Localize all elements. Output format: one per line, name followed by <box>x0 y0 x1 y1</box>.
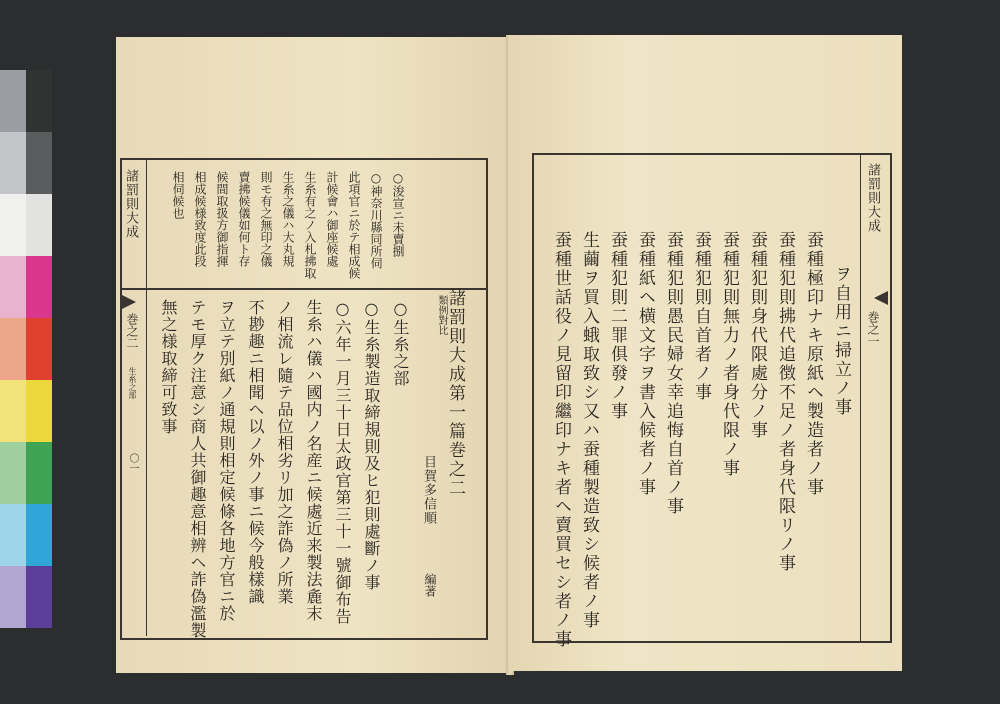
author-role: 編著 <box>423 573 437 597</box>
main-title: 諸罰則大成第一篇巻之二 <box>445 289 465 498</box>
fish-tail-mark <box>122 295 136 309</box>
section-heading: ○生糸之部 <box>391 299 410 387</box>
color-swatch <box>26 132 52 194</box>
right-page <box>510 35 902 671</box>
color-swatch <box>0 504 26 566</box>
header-note-line: 相伺候也 <box>171 171 185 219</box>
header-note-line: ○浚宣ニ未賣捌 <box>391 171 405 257</box>
right-margin-rule <box>860 153 861 641</box>
header-note-line: 生糸有之ノ入札拂取 <box>303 171 317 279</box>
color-swatch <box>0 442 26 504</box>
index-entry: 蚕種犯則身代限處分ノ事 <box>747 231 767 440</box>
body-line: ○生糸製造取締規則及ヒ犯則處斷ノ事 <box>362 299 381 591</box>
header-note-line: 計候會ハ御座候處 <box>325 171 339 267</box>
color-swatch <box>26 504 52 566</box>
left-margin-rule <box>146 158 147 636</box>
left-margin-section: 生糸之部 <box>128 367 137 399</box>
header-note-line: 賣拂候儀如何ト存 <box>237 171 251 267</box>
index-entry: 蚕種犯則自首者ノ事 <box>691 231 711 402</box>
body-line: ○六年一月三十日太政官第三十一號御布告 <box>333 299 352 625</box>
header-note-line: 生糸之儀ハ大丸規 <box>281 171 295 267</box>
color-swatch <box>26 256 52 318</box>
index-entry: 生繭ヲ買入蛾取致シ又ハ蚕種製造致シ候者ノ事 <box>579 231 599 630</box>
left-margin-volume: 巻之二 <box>125 313 139 349</box>
header-note-line: 候間取扱方御指揮 <box>215 171 229 267</box>
index-entry: 蚕種世話役ノ見留印繼印ナキ者ヘ賣買セシ者ノ事 <box>551 231 571 649</box>
body-line: 生糸ハ儀ハ國内ノ名産ニ候處近来製法麁末 <box>304 299 323 622</box>
author-name: 目賀多信順 <box>421 455 436 525</box>
fish-tail-mark <box>874 291 888 305</box>
color-swatch <box>0 256 26 318</box>
index-entry: 蚕種犯則無力ノ者身代限ノ事 <box>719 231 739 478</box>
color-swatch <box>0 380 26 442</box>
color-swatch <box>26 442 52 504</box>
header-note-line: 相成候様致度此段 <box>193 171 207 267</box>
left-margin-title: 諸罰則大成 <box>123 169 138 239</box>
header-note-line: 此項官ニ於テ相成候 <box>347 171 361 279</box>
color-swatch <box>26 318 52 380</box>
header-note-line: ○神奈川縣同所伺 <box>369 171 383 269</box>
index-entry: 蚕種紙ヘ横文字ヲ書入候者ノ事 <box>635 231 655 497</box>
header-note-line: 則モ有之無印之儀 <box>259 171 273 267</box>
body-line: 無之様取締可致事 <box>159 299 178 435</box>
color-swatch <box>26 70 52 132</box>
color-checker <box>0 70 52 630</box>
left-margin-page: 〇一 <box>127 453 138 473</box>
color-swatch <box>0 566 26 628</box>
color-swatch <box>26 194 52 256</box>
color-swatch <box>0 70 26 132</box>
index-entry: 蚕種極印ナキ原紙ヘ製造者ノ事 <box>803 231 823 497</box>
color-swatch <box>0 318 26 380</box>
right-margin-volume: 巻之一 <box>866 311 880 347</box>
index-entry: 蚕種犯則二罪俱發ノ事 <box>607 231 627 421</box>
color-swatch <box>0 194 26 256</box>
index-entry: 蚕種犯則拂代追徴不足ノ者身代限リノ事 <box>775 231 795 573</box>
body-line: ヲ立テ別紙ノ通規則相定候條各地方官ニ於 <box>217 299 236 622</box>
body-line: 不尠趣ニ相聞ヘ以ノ外ノ事ニ候今般樣識 <box>246 299 265 605</box>
color-swatch <box>0 132 26 194</box>
body-line: ノ相流レ隨テ品位相劣リ加之詐偽ノ所業 <box>275 299 294 605</box>
index-entry: 蚕種犯則愚民婦女幸追悔自首ノ事 <box>663 231 683 516</box>
right-margin-title: 諸罰則大成 <box>865 163 880 233</box>
color-swatch <box>26 566 52 628</box>
color-swatch <box>26 380 52 442</box>
title-label: 類例對比 <box>436 295 447 335</box>
body-line: テモ厚ク注意シ商人共御趣意相辨ヘ詐偽濫製 <box>188 299 207 639</box>
index-entry: ヲ自用ニ掃立ノ事 <box>831 265 851 417</box>
left-header-rule <box>120 288 488 290</box>
left-page <box>116 37 514 673</box>
